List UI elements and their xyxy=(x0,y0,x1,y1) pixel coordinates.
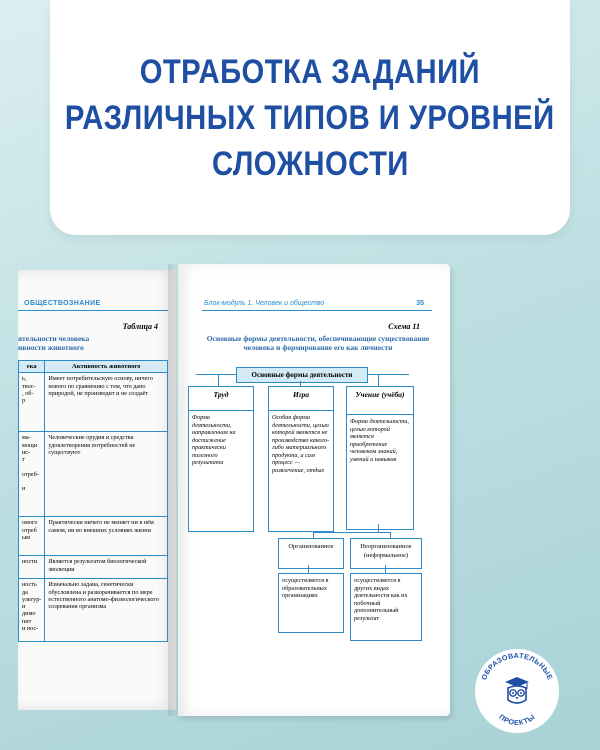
table-label: Таблица 4 xyxy=(122,322,158,331)
connector-line xyxy=(308,565,309,573)
table-row xyxy=(19,517,168,556)
table-header-cell: ека xyxy=(19,361,45,373)
page-number: 35 xyxy=(416,300,424,307)
table-cell-left: ность да ультур- и димо пит и нос- xyxy=(19,579,45,642)
connector-line xyxy=(385,565,386,573)
right-header-rule xyxy=(202,310,432,311)
left-page xyxy=(18,270,176,710)
form-header-work: Труд xyxy=(188,386,254,411)
headline-banner xyxy=(50,0,570,235)
right-page xyxy=(178,264,450,716)
headline-line-2: РАЗЛИЧНЫХ ТИПОВ И УРОВНЕЙ xyxy=(65,98,555,137)
table-header-row xyxy=(19,361,168,373)
table-cell-left: омого отреб ым xyxy=(19,517,45,556)
left-header-rule xyxy=(18,310,168,311)
schema-title: Основные формы деятельности, обеспечивающие существование человека и формирование его как личности xyxy=(206,334,430,352)
subform-header-organized: Организованное xyxy=(278,538,344,569)
form-header-play: Игра xyxy=(268,386,334,411)
subform-desc-organized: осуществляется в образовательных организациях xyxy=(278,573,344,633)
table-cell-left: ма- мощи ис- т отреб- и xyxy=(19,432,45,517)
table-cell-right: Практически ничего не меняет ни в нём самом, ни во внешних условиях жизни xyxy=(45,517,168,556)
form-desc-study: Форма деятельности, целью которой является приобретение человеком знаний, умений и навыков xyxy=(346,414,414,530)
subform-header-informal: Неорганизованное (неформальное) xyxy=(350,538,422,569)
logo-text-bottom: ПРОЕКТЫ xyxy=(497,712,537,728)
left-page-header: ОБЩЕСТВОЗНАНИЕ xyxy=(24,300,101,307)
comparison-table xyxy=(18,360,168,642)
headline-line-3: СЛОЖНОСТИ xyxy=(211,144,409,183)
table-row xyxy=(19,556,168,579)
table-cell-right: Является результатом биологической эволюции xyxy=(45,556,168,579)
form-desc-work: Форма деятельности, направленная на достижение практически полезного результата xyxy=(188,410,254,532)
table-title-line: ивности животного xyxy=(18,343,84,352)
table-row xyxy=(19,373,168,432)
publisher-logo xyxy=(474,648,560,734)
connector-line xyxy=(367,374,409,375)
table-cell-right: Имеет потребительскую основу, ничего нового по сравнению с тем, что дано природой, не производит и не создаёт xyxy=(45,373,168,432)
schema-label: Схема 11 xyxy=(388,322,420,331)
owl-icon xyxy=(505,677,529,703)
logo-text-top: ОБРАЗОВАТЕЛЬНЫЕ xyxy=(479,650,555,682)
open-book xyxy=(18,262,448,717)
connector-line xyxy=(218,374,219,386)
table-row xyxy=(19,579,168,642)
table-title xyxy=(18,334,168,352)
table-cell-left: ь, твос- , об- р xyxy=(19,373,45,432)
connector-line xyxy=(196,374,236,375)
subform-desc-informal: осуществляется в других видах деятельности как их побочный дополнительный результат xyxy=(350,573,422,641)
table-header-cell: Активность животного xyxy=(45,361,168,373)
headline-line-1: ОТРАБОТКА ЗАДАНИЙ xyxy=(139,52,481,91)
table-row xyxy=(19,432,168,517)
main-forms-box: Основные формы деятельности xyxy=(236,367,368,383)
form-desc-play: Особая форма деятельности, целью которой является не производство какого-либо материального продукта, а сам процесс — развлечение, отдых xyxy=(268,410,334,532)
table-cell-left: ности xyxy=(19,556,45,579)
connector-line xyxy=(378,374,379,386)
connector-line xyxy=(313,532,379,533)
form-header-study: Учение (учёба) xyxy=(346,386,414,415)
table-cell-right: Изначально задана, генетически обусловлена и разворачивается по мере естественного анатомо-физиологического созревания организма xyxy=(45,579,168,642)
right-page-header: Блок-модуль 1. Человек и общество xyxy=(204,300,325,307)
connector-line xyxy=(378,524,379,532)
table-title-line: ятельности человека xyxy=(18,334,90,343)
table-cell-right: Человеческие орудия и средства удовлетворения потребностей не существуют xyxy=(45,432,168,517)
